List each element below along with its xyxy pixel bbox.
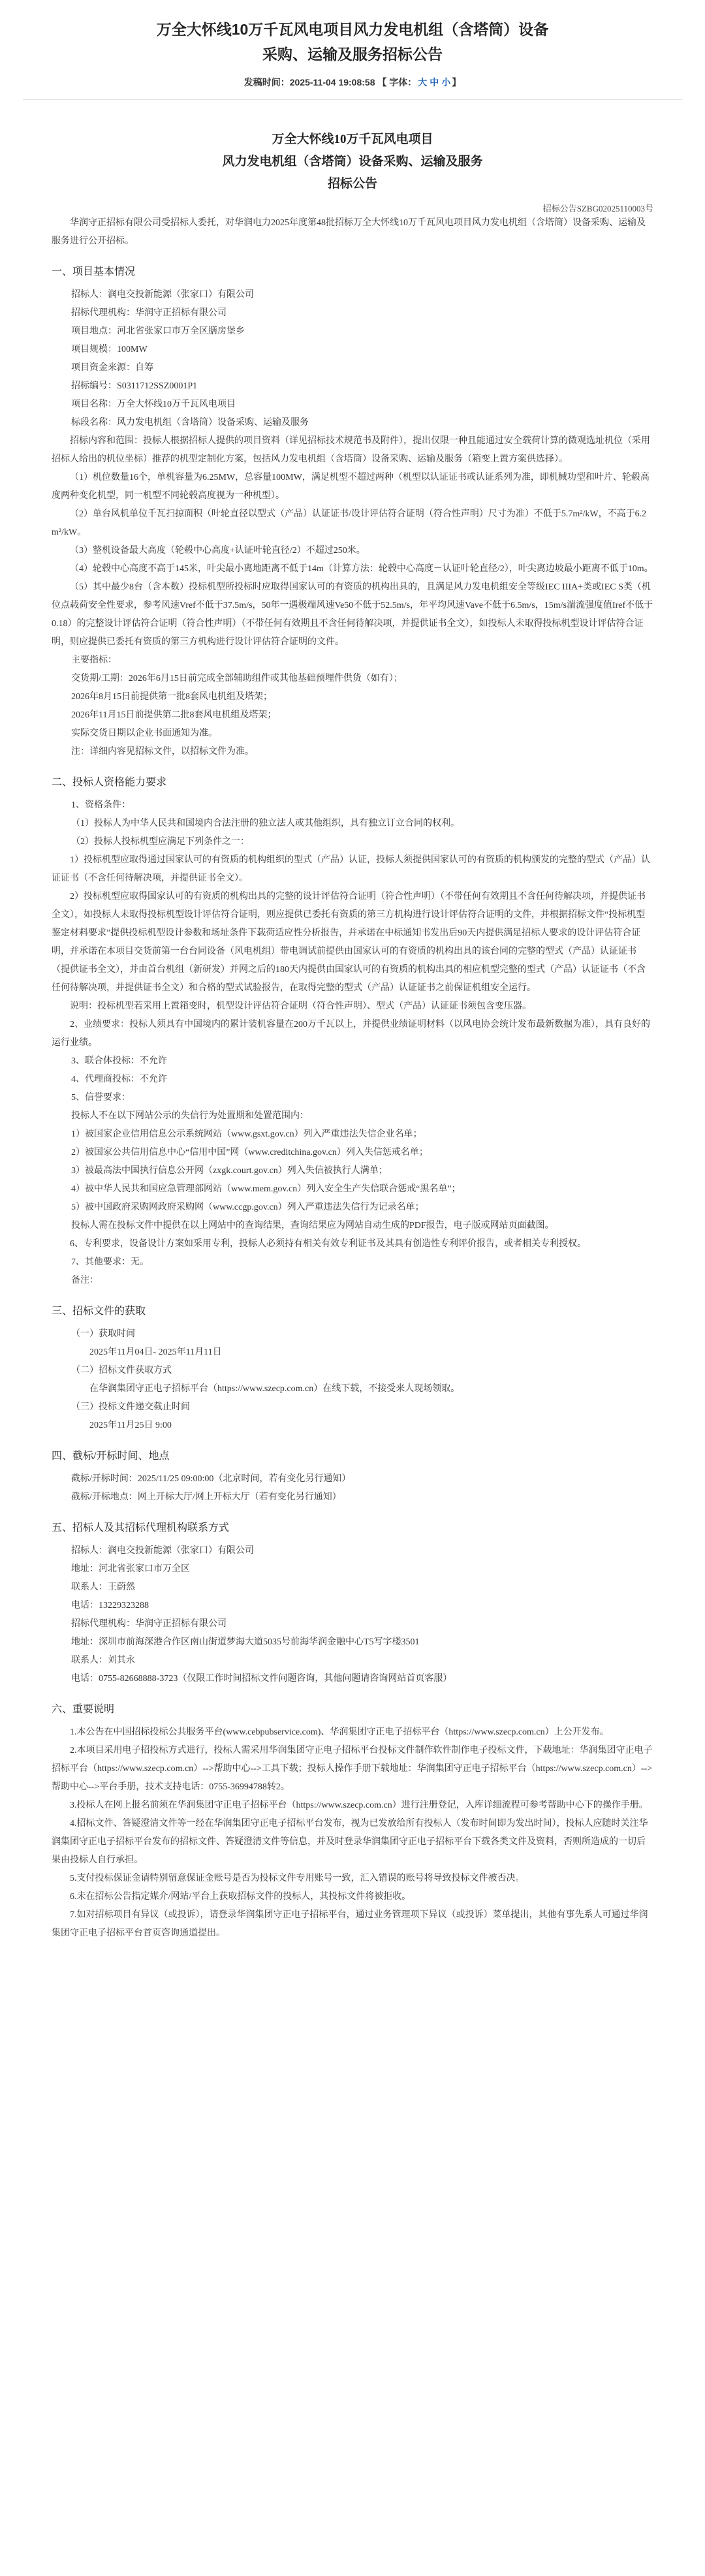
- section-1-title: 一、项目基本情况: [52, 266, 136, 277]
- contact-line: 地址：河北省张家口市万全区: [71, 1564, 190, 1574]
- requirement-4: （4）轮毂中心高度不高于145米，叶尖最小离地距离不低于14m（计算方法：轮毂中心高度－认证叶轮直径/2），叶尖离边坡最小距离不低于10m。: [70, 564, 653, 574]
- contact-line: 招标代理机构：华润守正招标有限公司: [71, 1619, 227, 1629]
- important-note: 1.本公告在中国招标投标公共服务平台(www.cebpubservice.com)、华润集团守正电子招标平台（https://www.szecp.com.cn）上公开发布。: [70, 1727, 609, 1737]
- credit-item: 5）被中国政府采购网政府采购网（www.ccgp.gov.cn）列入严重违法失信行为记录名单；: [71, 1202, 424, 1212]
- requirement-1: （1）机位数量16个，单机容量为6.25MW，总容量100MW，满足机型不超过两种（机型以认证证书或认证系列为准，即机械功型和叶片、轮毂高度两种变化机型，同一机型不同轮毂高度视为一种机型）。: [52, 473, 650, 501]
- font-large-button[interactable]: 大: [418, 77, 428, 87]
- requirement-5: （5）其中最少8台（含本数）投标机型所投标时应取得国家认可的有资质的机构出具的，且满足风力发电机组安全等级IEC IIIA+类或IEC S类（机位点载荷安全性要求，参考风速Vref不低于37.5m/s，50年一遇极端风速Ve50不低于52.5m/s，年平均风速Vave不低于6.5m/s，15m/s湍流强度值Iref不低于0.18）的完整设计评估符合证明（符合性声明）（不带任何有效期且不含任何待解决项，并提供证书全文），如投标人未取得投标机型设计评估符合证明，则应提供已委托有资质的第三方机构进行设计评估符合证明的文件。: [52, 582, 653, 647]
- contact-line: 地址：深圳市前海深港合作区南山街道梦海大道5035号前海华润金融中心T5写字楼3501: [71, 1637, 420, 1647]
- article-header: [23, 0, 682, 89]
- font-medium-button[interactable]: 中: [430, 77, 439, 87]
- contact-line: 招标人：润电交投新能源（张家口）有限公司: [71, 1546, 254, 1556]
- publish-meta: [23, 76, 682, 89]
- info-line: 项目资金来源：自筹: [71, 363, 153, 373]
- qualification-block: [52, 796, 653, 851]
- important-note: 7.如对招标项目有异议（或投诉），请登录华润集团守正电子招标平台，通过业务管理项下异议（或投诉）菜单提出，其他有事先系人可通过华润集团守正电子招标平台首页咨询通道提出。: [52, 1910, 648, 1938]
- credit-item: 4）被中华人民共和国应急管理部网站（www.mem.gov.cn）列入安全生产失信联合惩戒“黑名单”；: [71, 1184, 461, 1194]
- other-requirement-block: [52, 1253, 653, 1290]
- requirement-3: （3）整机设备最大高度（轮毂中心高度+认证叶轮直径/2）不超过250米。: [70, 546, 366, 556]
- notice-heading-line3: 招标公告: [327, 177, 377, 191]
- info-line: 项目地点：河北省张家口市万全区膳房堡乡: [71, 326, 245, 336]
- section-2-title: 二、投标人资格能力要求: [52, 777, 167, 788]
- section-5-title: 五、招标人及其招标代理机构联系方式: [52, 1522, 230, 1533]
- acquisition-method-title: （二）招标文件获取方式: [71, 1366, 172, 1375]
- contact-line: 电话：0755-82668888-3723（仅限工作时间招标文件问题咨询，其他问题请咨询网站首页客服）: [71, 1674, 452, 1684]
- important-note: 3.投标人在网上报名前须在华润集团守正电子招标平台（https://www.szecp.com.cn）进行注册登记，入库详细流程可参考帮助中心下的操作手册。: [70, 1800, 648, 1810]
- font-size-label: 【 字体：: [377, 77, 417, 87]
- important-note: 4.招标文件、答疑澄清文件等一经在华润集团守正电子招标平台发布，视为已发放给所有投标人（发布时间即为发出时间），投标人应随时关注华润集团守正电子招标平台发布的招标文件、答疑澄清文件等信息，并及时登录华润集团守正电子招标平台下载各类文件及资料，否则所造成的一切后果由投标人自行承担。: [52, 1819, 648, 1865]
- supply-line: 交货期/工期：2026年6月15日前完成全部辅助组件或其他基础预埋件供货（如有）；: [71, 674, 403, 683]
- qualification-paragraph: 1）投标机型应取得通过国家认可的有资质的机构组织的型式（产品）认证，投标人须提供国家认可的有资质的机构颁发的完整的型式（产品）认证证书（不含任何待解决项，并提供证书全文）。: [52, 855, 650, 883]
- info-line: 标段名称：风力发电机组（含塔筒）设备采购、运输及服务: [71, 418, 309, 428]
- font-small-button[interactable]: 小: [441, 77, 451, 87]
- qualification-line: 投标人不在以下网站公示的失信行为处置期和处置范围内：: [71, 1111, 309, 1121]
- notice-number: 招标公告SZBG02025110003号: [542, 204, 653, 213]
- supply-title: 主要指标：: [71, 655, 117, 665]
- article-title: [23, 17, 682, 67]
- scope-paragraph: 招标内容和范围：投标人根据招标人提供的项目资料（详见招标技术规范书及附件），提出仅限一种且能通过安全载荷计算的微观选址机位（采用招标人给出的机位坐标）推荐的机型定制化方案，包括风力发电机组（含塔筒）设备采购、运输及服务（箱变上置方案供选择）。: [52, 436, 650, 464]
- supply-block: [52, 652, 653, 761]
- qualification-paragraph: 2）投标机型应取得国家认可的有资质的机构出具的完整的设计评估符合证明（符合性声明）（不带任何有效期且不含任何待解决项，并提供证书全文），如投标人未取得投标机型设计评估符合证明，则应提供已委托有资质的第三方机构进行设计评估符合证明的文件，并根据招标文件“投标机型鉴定材料要求”提供投标机型设计参数和场址条件下载荷适应性分析报告，并承诺在中标通知书发出后90天内提供满足招标人要求的设计评估符合证明，并承诺在本项目交货前第一台台同设备（风电机组）带电调试前提供由国家认可的有资质的机构出具的该台同的完整的型式（产品）认证证书（提供证书全文），并由首台机组（新研发）并网之后的180天内提供由国家认可的有资质的机构出具的相应机型完整的型式（产品）认证证书（不含任何待解决项，并提供证书全文）和合格的型式试验报告，在取得完整的型式（产品）认证证书之前保证机组安全运行。: [52, 892, 646, 993]
- bid-opening: [52, 1470, 653, 1507]
- bid-opening-time: 截标/开标时间：2025/11/25 09:00:00（北京时间，若有变化另行通知）: [71, 1474, 351, 1484]
- info-line: 项目名称：万全大怀线10万千瓦风电项目: [71, 400, 236, 409]
- info-line: 招标代理机构：华润守正招标有限公司: [71, 308, 227, 318]
- deadline-title: （三）投标文件递交截止时间: [71, 1402, 190, 1412]
- important-note: 5.支付投标保证金请特别留意保证金账号是否为投标文件专用账号一致，汇入错误的账号将导致投标文件被否决。: [70, 1874, 525, 1883]
- contact-block: [52, 1542, 653, 1688]
- supply-line: 注：详细内容见招标文件，以招标文件为准。: [71, 747, 254, 757]
- font-size-label-close: 】: [452, 77, 462, 87]
- important-note: 6.未在招标公告指定媒介/网站/平台上获取招标文件的投标人，其投标文件将被拒收。: [70, 1892, 411, 1902]
- article-title-line1: 万全大怀线10万千瓦风电项目风力发电机组（含塔筒）设备: [156, 21, 549, 38]
- article-title-line2: 采购、运输及服务招标公告: [262, 46, 443, 63]
- notice-intro: 华润守正招标有限公司受招标人委托，对华润电力2025年度第48批招标万全大怀线10万千瓦风电项目风力发电机组（含塔筒）设备采购、运输及服务进行公开招标。: [52, 218, 646, 246]
- qualification-line: （2）投标人投标机型应满足下列条件之一：: [71, 837, 249, 847]
- notice-heading-line1: 万全大怀线10万千瓦风电项目: [272, 133, 433, 146]
- credit-item: 2）被国家公共信用信息中心“信用中国”网（www.creditchina.gov.cn）列入失信惩戒名单；: [71, 1148, 428, 1157]
- credit-item: 3）被最高法中国执行信息公开网（zxgk.court.gov.cn）列入失信被执行人满单；: [71, 1166, 388, 1176]
- supply-line: 实际交货日期以企业书面通知为准。: [71, 729, 217, 738]
- acquisition-method: 在华润集团守正电子招标平台（https://www.szecp.com.cn）在线下载，不接受来人现场领取。: [89, 1384, 460, 1394]
- deadline-time: 2025年11月25日 9:00: [89, 1421, 172, 1430]
- qualification-line: 3、联合体投标：不允许: [71, 1056, 167, 1066]
- patent-requirement: 6、专利要求，设备设计方案如采用专利，投标人必须持有相关有效专利证书及其具有创造性专利评价报告，或者相关专利授权。: [70, 1239, 586, 1249]
- section-1-info: [52, 286, 653, 432]
- doc-acquisition: [52, 1325, 653, 1435]
- qualification-note: 说明：投标机型若采用上置箱变时，机型设计评估符合证明（符合性声明）、型式（产品）认证证书须包含变压器。: [70, 1001, 531, 1011]
- contact-line: 联系人：刘其永: [71, 1656, 135, 1665]
- supply-line: 2026年8月15日前提供第一批8套风电机组及塔架；: [71, 692, 272, 702]
- qualification-line: （1）投标人为中华人民共和国境内合法注册的独立法人或其他组织，具有独立订立合同的权利。: [71, 819, 460, 828]
- qualification-line: 4、代理商投标：不允许: [71, 1075, 167, 1084]
- info-line: 项目规模：100MW: [71, 345, 148, 354]
- info-line: 招标人：润电交投新能源（张家口）有限公司: [71, 290, 254, 300]
- contact-line: 电话：13229323288: [71, 1601, 149, 1610]
- publish-time: 2025-11-04 19:08:58: [289, 77, 375, 87]
- credit-note: 投标人需在投标文件中提供在以上网站中的查询结果，查询结果应为网站自动生成的PDF报告，电子版或网站页面截图。: [71, 1221, 554, 1231]
- supply-line: 2026年11月15日前提供第二批8套风电机组及塔架；: [71, 710, 277, 720]
- section-4-title: 四、截标/开标时间、地点: [52, 1451, 170, 1462]
- bid-opening-place: 截标/开标地点：网上开标大厅/网上开标大厅（若有变化另行通知）: [71, 1492, 341, 1502]
- acquisition-time-title: （一）获取时间: [71, 1329, 135, 1339]
- acquisition-time: 2025年11月04日- 2025年11月11日: [89, 1347, 222, 1357]
- qualification-line: 5、信誉要求：: [71, 1093, 131, 1103]
- important-note: 2.本项目采用电子招投标方式进行，投标人需采用华润集团守正电子招标平台投标文件制作软件制作电子投标文件，下载地址：华润集团守正电子招标平台（https://www.szecp.com.cn）-->帮助中心-->工具下载；投标人操作手册下载地址：华润集团守正电子招标平台（https://www.szecp.com.cn）-->帮助中心-->平台手册，技术支持电话：0755-36994788转2。: [52, 1746, 653, 1792]
- section-3-title: 三、招标文件的获取: [52, 1306, 146, 1317]
- requirement-2: （2）单台风机单位千瓦扫掠面积（叶轮直径以型式（产品）认证证书/设计评估符合证明（符合性声明）尺寸为准）不低于5.7m²/kW，不高于6.2 m²/kW。: [52, 509, 647, 537]
- notice-heading: [52, 129, 653, 195]
- qualification-line: 1、资格条件：: [71, 800, 131, 810]
- other-requirement: 7、其他要求：无。: [71, 1257, 149, 1267]
- notice-heading-line2: 风力发电机组（含塔筒）设备采购、运输及服务: [222, 155, 483, 168]
- contact-line: 联系人：王蔚然: [71, 1582, 135, 1592]
- publish-label: 发稿时间：: [243, 77, 290, 87]
- qualification-list: [52, 1052, 653, 1235]
- remark: 备注：: [71, 1276, 99, 1285]
- page: [23, 0, 682, 1943]
- performance-requirement: 2、业绩要求：投标人须具有中国境内的累计装机容量在200万千瓦以上，并提供业绩证明材料（以风电协会统计发布最新数据为准），具有良好的运行业绩。: [52, 1020, 650, 1048]
- notice-body: [23, 100, 682, 1943]
- info-line: 招标编号：S0311712SSZ0001P1: [71, 381, 198, 391]
- section-6-title: 六、重要说明: [52, 1704, 115, 1715]
- credit-item: 1）被国家企业信用信息公示系统网站（www.gsxt.gov.cn）列入严重违法失信企业名单；: [71, 1129, 422, 1139]
